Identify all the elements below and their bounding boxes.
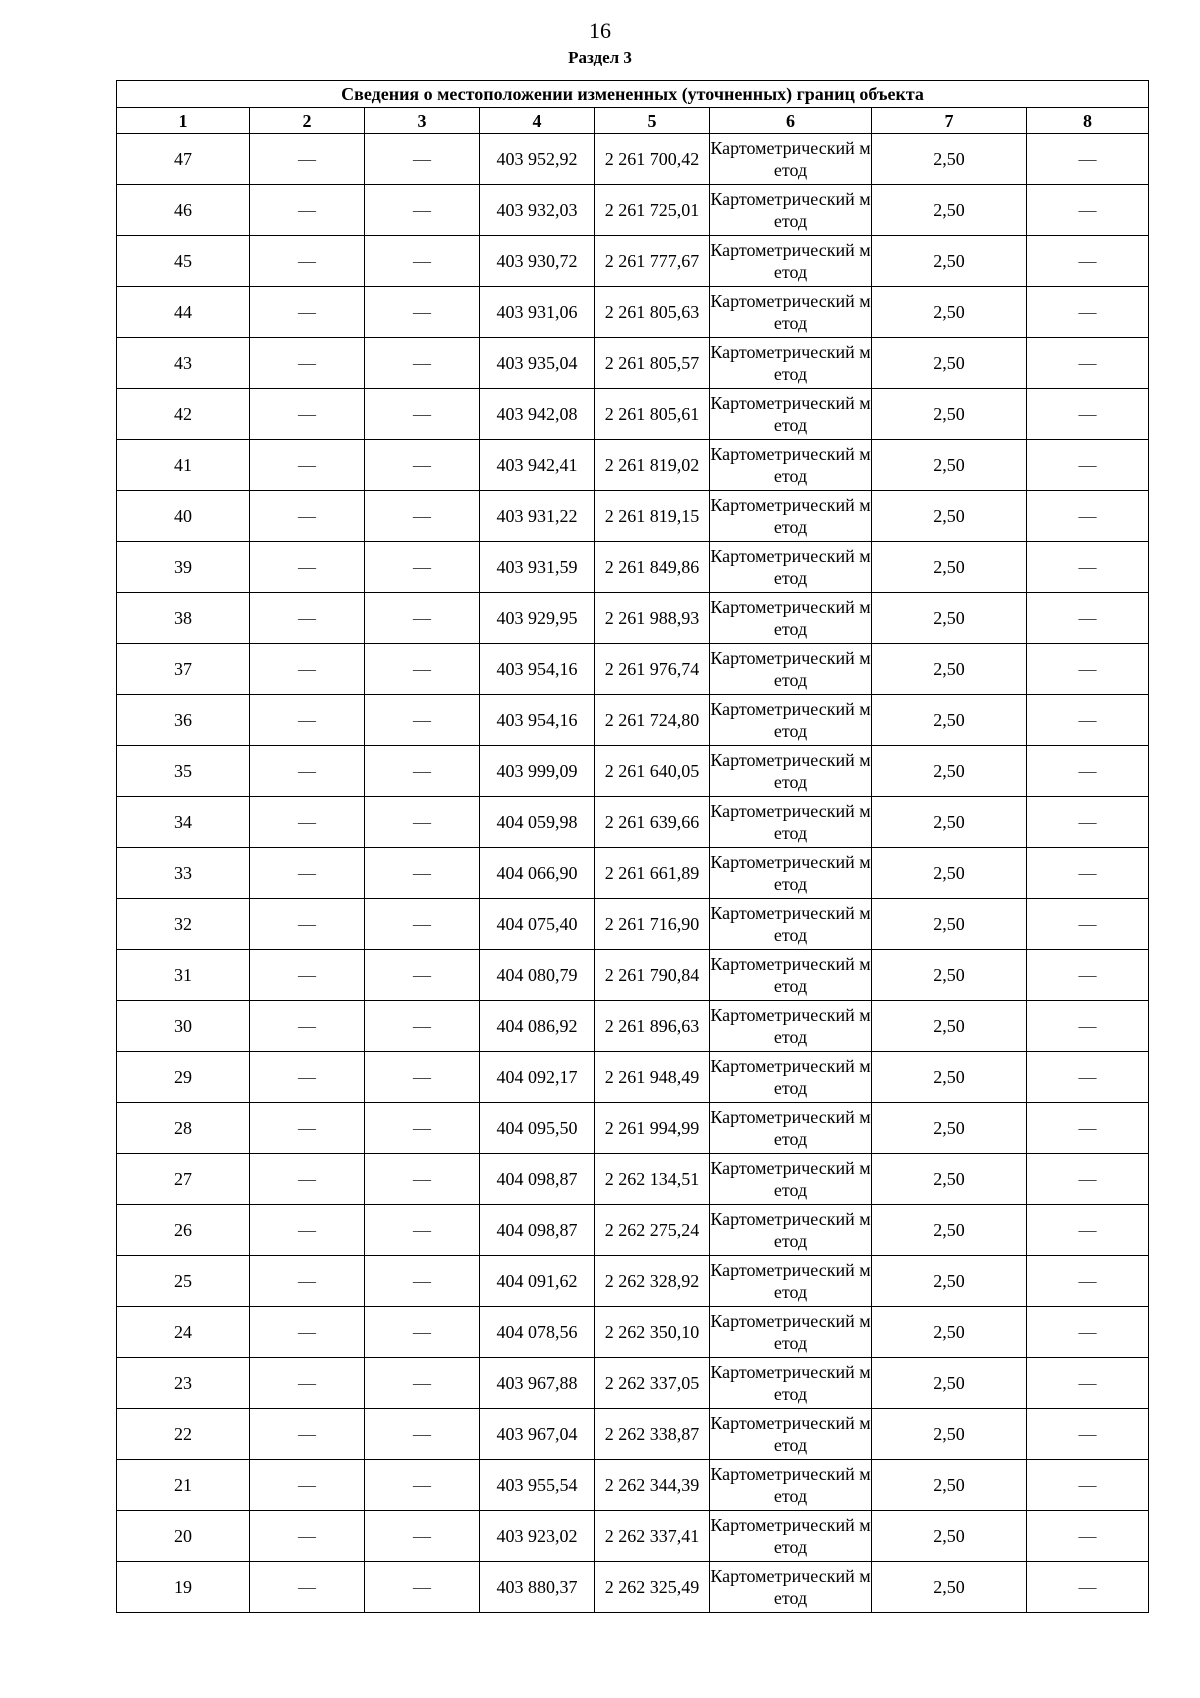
method-cell: Картометрический метод [710, 797, 872, 848]
method-cell: Картометрический метод [710, 899, 872, 950]
table-row [117, 899, 1149, 950]
column-2-cell: — [250, 1052, 365, 1103]
coordinate-x-cell: 403 954,16 [480, 695, 595, 746]
column-3-cell: — [365, 134, 480, 185]
table-row [117, 185, 1149, 236]
coordinate-x-cell: 404 098,87 [480, 1154, 595, 1205]
accuracy-cell: 2,50 [872, 134, 1027, 185]
column-8-cell: — [1027, 1154, 1149, 1205]
coordinate-y-cell: 2 262 338,87 [595, 1409, 710, 1460]
table-caption-row [117, 81, 1149, 108]
coordinate-x-cell: 403 880,37 [480, 1562, 595, 1613]
column-3-cell: — [365, 236, 480, 287]
accuracy-cell: 2,50 [872, 287, 1027, 338]
coordinate-x-cell: 403 929,95 [480, 593, 595, 644]
coordinate-y-cell: 2 261 805,57 [595, 338, 710, 389]
column-2-cell: — [250, 746, 365, 797]
column-8-cell: — [1027, 440, 1149, 491]
table-row [117, 797, 1149, 848]
coordinate-x-cell: 403 954,16 [480, 644, 595, 695]
column-3-cell: — [365, 1103, 480, 1154]
coordinates-table [116, 80, 1149, 1613]
accuracy-cell: 2,50 [872, 1562, 1027, 1613]
column-3-cell: — [365, 1307, 480, 1358]
coordinate-x-cell: 404 078,56 [480, 1307, 595, 1358]
coordinate-x-cell: 404 059,98 [480, 797, 595, 848]
column-8-cell: — [1027, 593, 1149, 644]
coordinate-x-cell: 403 967,04 [480, 1409, 595, 1460]
column-2-cell: — [250, 1307, 365, 1358]
table-row [117, 848, 1149, 899]
point-number-cell: 43 [117, 338, 250, 389]
table-row [117, 1103, 1149, 1154]
coordinate-y-cell: 2 261 700,42 [595, 134, 710, 185]
accuracy-cell: 2,50 [872, 797, 1027, 848]
column-2-cell: — [250, 1562, 365, 1613]
column-8-cell: — [1027, 542, 1149, 593]
column-2-cell: — [250, 1256, 365, 1307]
point-number-cell: 30 [117, 1001, 250, 1052]
point-number-cell: 32 [117, 899, 250, 950]
column-3-cell: — [365, 644, 480, 695]
point-number-cell: 28 [117, 1103, 250, 1154]
column-8-cell: — [1027, 848, 1149, 899]
accuracy-cell: 2,50 [872, 695, 1027, 746]
coordinate-y-cell: 2 262 325,49 [595, 1562, 710, 1613]
column-number: 1 [117, 108, 250, 134]
table-row [117, 1409, 1149, 1460]
method-cell: Картометрический метод [710, 1562, 872, 1613]
coordinate-y-cell: 2 261 777,67 [595, 236, 710, 287]
coordinate-y-cell: 2 261 725,01 [595, 185, 710, 236]
coordinate-y-cell: 2 262 337,41 [595, 1511, 710, 1562]
table-row [117, 1562, 1149, 1613]
column-2-cell: — [250, 1460, 365, 1511]
coordinate-y-cell: 2 261 805,63 [595, 287, 710, 338]
coordinate-x-cell: 403 952,92 [480, 134, 595, 185]
method-cell: Картометрический метод [710, 491, 872, 542]
accuracy-cell: 2,50 [872, 491, 1027, 542]
column-8-cell: — [1027, 1001, 1149, 1052]
column-3-cell: — [365, 1001, 480, 1052]
method-cell: Картометрический метод [710, 338, 872, 389]
column-8-cell: — [1027, 746, 1149, 797]
column-3-cell: — [365, 1154, 480, 1205]
point-number-cell: 40 [117, 491, 250, 542]
point-number-cell: 23 [117, 1358, 250, 1409]
method-cell: Картометрический метод [710, 1103, 872, 1154]
column-8-cell: — [1027, 797, 1149, 848]
method-cell: Картометрический метод [710, 1460, 872, 1511]
table-row [117, 695, 1149, 746]
column-2-cell: — [250, 134, 365, 185]
accuracy-cell: 2,50 [872, 236, 1027, 287]
column-3-cell: — [365, 1358, 480, 1409]
method-cell: Картометрический метод [710, 644, 872, 695]
table-row [117, 1307, 1149, 1358]
coordinate-y-cell: 2 261 896,63 [595, 1001, 710, 1052]
table-row [117, 491, 1149, 542]
point-number-cell: 46 [117, 185, 250, 236]
table-row [117, 593, 1149, 644]
method-cell: Картометрический метод [710, 695, 872, 746]
coordinate-x-cell: 403 942,41 [480, 440, 595, 491]
accuracy-cell: 2,50 [872, 1001, 1027, 1052]
coordinate-x-cell: 404 075,40 [480, 899, 595, 950]
point-number-cell: 41 [117, 440, 250, 491]
column-2-cell: — [250, 1409, 365, 1460]
point-number-cell: 24 [117, 1307, 250, 1358]
method-cell: Картометрический метод [710, 1358, 872, 1409]
column-2-cell: — [250, 287, 365, 338]
column-2-cell: — [250, 1205, 365, 1256]
method-cell: Картометрический метод [710, 542, 872, 593]
column-3-cell: — [365, 797, 480, 848]
coordinate-y-cell: 2 261 819,15 [595, 491, 710, 542]
coordinate-x-cell: 404 092,17 [480, 1052, 595, 1103]
table-row [117, 440, 1149, 491]
method-cell: Картометрический метод [710, 848, 872, 899]
point-number-cell: 34 [117, 797, 250, 848]
column-8-cell: — [1027, 1052, 1149, 1103]
method-cell: Картометрический метод [710, 1256, 872, 1307]
column-number: 3 [365, 108, 480, 134]
accuracy-cell: 2,50 [872, 389, 1027, 440]
coordinate-x-cell: 403 930,72 [480, 236, 595, 287]
point-number-cell: 44 [117, 287, 250, 338]
column-2-cell: — [250, 1358, 365, 1409]
coordinate-y-cell: 2 262 350,10 [595, 1307, 710, 1358]
method-cell: Картометрический метод [710, 134, 872, 185]
column-3-cell: — [365, 848, 480, 899]
coordinate-y-cell: 2 262 328,92 [595, 1256, 710, 1307]
table-caption: Сведения о местоположении измененных (уточненных) границ объекта [117, 81, 1149, 108]
coordinate-y-cell: 2 261 724,80 [595, 695, 710, 746]
point-number-cell: 37 [117, 644, 250, 695]
coordinate-y-cell: 2 261 976,74 [595, 644, 710, 695]
column-3-cell: — [365, 899, 480, 950]
coordinate-y-cell: 2 261 790,84 [595, 950, 710, 1001]
coordinate-x-cell: 403 931,22 [480, 491, 595, 542]
point-number-cell: 27 [117, 1154, 250, 1205]
table-row [117, 134, 1149, 185]
coordinate-x-cell: 403 931,59 [480, 542, 595, 593]
method-cell: Картометрический метод [710, 1307, 872, 1358]
column-2-cell: — [250, 1154, 365, 1205]
column-8-cell: — [1027, 1562, 1149, 1613]
section-title: Раздел 3 [568, 48, 632, 67]
coordinate-y-cell: 2 261 640,05 [595, 746, 710, 797]
table-row [117, 1358, 1149, 1409]
coordinate-x-cell: 403 923,02 [480, 1511, 595, 1562]
column-number: 5 [595, 108, 710, 134]
coordinate-y-cell: 2 262 275,24 [595, 1205, 710, 1256]
column-2-cell: — [250, 389, 365, 440]
table-row [117, 542, 1149, 593]
column-2-cell: — [250, 1001, 365, 1052]
point-number-cell: 22 [117, 1409, 250, 1460]
coordinate-y-cell: 2 261 819,02 [595, 440, 710, 491]
coordinate-y-cell: 2 261 849,86 [595, 542, 710, 593]
point-number-cell: 38 [117, 593, 250, 644]
coordinate-y-cell: 2 262 134,51 [595, 1154, 710, 1205]
column-8-cell: — [1027, 134, 1149, 185]
column-2-cell: — [250, 644, 365, 695]
accuracy-cell: 2,50 [872, 1154, 1027, 1205]
coordinate-x-cell: 403 999,09 [480, 746, 595, 797]
coordinate-y-cell: 2 261 994,99 [595, 1103, 710, 1154]
method-cell: Картометрический метод [710, 1001, 872, 1052]
point-number-cell: 26 [117, 1205, 250, 1256]
column-8-cell: — [1027, 1460, 1149, 1511]
coordinate-x-cell: 404 066,90 [480, 848, 595, 899]
column-8-cell: — [1027, 236, 1149, 287]
point-number-cell: 36 [117, 695, 250, 746]
table-row [117, 746, 1149, 797]
point-number-cell: 25 [117, 1256, 250, 1307]
accuracy-cell: 2,50 [872, 1205, 1027, 1256]
method-cell: Картометрический метод [710, 950, 872, 1001]
method-cell: Картометрический метод [710, 1511, 872, 1562]
column-2-cell: — [250, 797, 365, 848]
coordinate-y-cell: 2 261 948,49 [595, 1052, 710, 1103]
column-8-cell: — [1027, 1409, 1149, 1460]
accuracy-cell: 2,50 [872, 1358, 1027, 1409]
column-3-cell: — [365, 287, 480, 338]
point-number-cell: 19 [117, 1562, 250, 1613]
column-3-cell: — [365, 593, 480, 644]
method-cell: Картометрический метод [710, 1409, 872, 1460]
coordinate-y-cell: 2 262 344,39 [595, 1460, 710, 1511]
page-number: 16 [589, 18, 611, 43]
table-row [117, 1205, 1149, 1256]
point-number-cell: 33 [117, 848, 250, 899]
coordinate-x-cell: 403 932,03 [480, 185, 595, 236]
accuracy-cell: 2,50 [872, 440, 1027, 491]
table-row [117, 1154, 1149, 1205]
column-3-cell: — [365, 338, 480, 389]
column-2-cell: — [250, 695, 365, 746]
column-number: 7 [872, 108, 1027, 134]
column-number-row [117, 108, 1149, 134]
method-cell: Картометрический метод [710, 389, 872, 440]
table-row [117, 1001, 1149, 1052]
column-2-cell: — [250, 185, 365, 236]
column-8-cell: — [1027, 1307, 1149, 1358]
column-2-cell: — [250, 491, 365, 542]
method-cell: Картометрический метод [710, 1205, 872, 1256]
column-number: 4 [480, 108, 595, 134]
column-3-cell: — [365, 389, 480, 440]
coordinate-x-cell: 404 098,87 [480, 1205, 595, 1256]
column-8-cell: — [1027, 491, 1149, 542]
accuracy-cell: 2,50 [872, 1460, 1027, 1511]
accuracy-cell: 2,50 [872, 644, 1027, 695]
column-8-cell: — [1027, 1511, 1149, 1562]
coordinate-y-cell: 2 261 988,93 [595, 593, 710, 644]
column-3-cell: — [365, 491, 480, 542]
column-2-cell: — [250, 1511, 365, 1562]
column-2-cell: — [250, 542, 365, 593]
point-number-cell: 29 [117, 1052, 250, 1103]
column-8-cell: — [1027, 1358, 1149, 1409]
column-number: 2 [250, 108, 365, 134]
column-3-cell: — [365, 1460, 480, 1511]
accuracy-cell: 2,50 [872, 950, 1027, 1001]
column-3-cell: — [365, 440, 480, 491]
coordinate-y-cell: 2 261 805,61 [595, 389, 710, 440]
point-number-cell: 20 [117, 1511, 250, 1562]
column-3-cell: — [365, 950, 480, 1001]
column-3-cell: — [365, 1052, 480, 1103]
column-8-cell: — [1027, 1205, 1149, 1256]
column-3-cell: — [365, 542, 480, 593]
column-8-cell: — [1027, 644, 1149, 695]
point-number-cell: 42 [117, 389, 250, 440]
table-row [117, 236, 1149, 287]
accuracy-cell: 2,50 [872, 848, 1027, 899]
accuracy-cell: 2,50 [872, 746, 1027, 797]
column-8-cell: — [1027, 695, 1149, 746]
accuracy-cell: 2,50 [872, 1307, 1027, 1358]
column-2-cell: — [250, 593, 365, 644]
table-row [117, 287, 1149, 338]
column-2-cell: — [250, 1103, 365, 1154]
point-number-cell: 21 [117, 1460, 250, 1511]
coordinate-y-cell: 2 261 661,89 [595, 848, 710, 899]
method-cell: Картометрический метод [710, 236, 872, 287]
column-2-cell: — [250, 950, 365, 1001]
point-number-cell: 45 [117, 236, 250, 287]
point-number-cell: 35 [117, 746, 250, 797]
column-3-cell: — [365, 1511, 480, 1562]
column-2-cell: — [250, 440, 365, 491]
column-8-cell: — [1027, 338, 1149, 389]
column-3-cell: — [365, 746, 480, 797]
coordinate-x-cell: 403 942,08 [480, 389, 595, 440]
coordinate-x-cell: 404 080,79 [480, 950, 595, 1001]
table-row [117, 1511, 1149, 1562]
table-body [117, 134, 1149, 1613]
column-3-cell: — [365, 1409, 480, 1460]
coordinate-x-cell: 403 955,54 [480, 1460, 595, 1511]
method-cell: Картометрический метод [710, 1052, 872, 1103]
method-cell: Картометрический метод [710, 440, 872, 491]
coordinate-x-cell: 404 091,62 [480, 1256, 595, 1307]
coordinate-x-cell: 404 095,50 [480, 1103, 595, 1154]
accuracy-cell: 2,50 [872, 1103, 1027, 1154]
column-3-cell: — [365, 1256, 480, 1307]
table-row [117, 338, 1149, 389]
column-2-cell: — [250, 899, 365, 950]
accuracy-cell: 2,50 [872, 1052, 1027, 1103]
coordinate-y-cell: 2 262 337,05 [595, 1358, 710, 1409]
column-number: 6 [710, 108, 872, 134]
table-row [117, 1256, 1149, 1307]
table-row [117, 389, 1149, 440]
accuracy-cell: 2,50 [872, 185, 1027, 236]
column-8-cell: — [1027, 287, 1149, 338]
table-row [117, 644, 1149, 695]
accuracy-cell: 2,50 [872, 1409, 1027, 1460]
column-8-cell: — [1027, 899, 1149, 950]
method-cell: Картометрический метод [710, 593, 872, 644]
point-number-cell: 47 [117, 134, 250, 185]
column-8-cell: — [1027, 185, 1149, 236]
column-2-cell: — [250, 236, 365, 287]
column-number: 8 [1027, 108, 1149, 134]
method-cell: Картометрический метод [710, 185, 872, 236]
table-row [117, 950, 1149, 1001]
column-3-cell: — [365, 1205, 480, 1256]
coordinate-x-cell: 403 931,06 [480, 287, 595, 338]
column-8-cell: — [1027, 1256, 1149, 1307]
column-3-cell: — [365, 1562, 480, 1613]
column-3-cell: — [365, 695, 480, 746]
accuracy-cell: 2,50 [872, 593, 1027, 644]
table-row [117, 1460, 1149, 1511]
accuracy-cell: 2,50 [872, 542, 1027, 593]
column-8-cell: — [1027, 950, 1149, 1001]
column-8-cell: — [1027, 1103, 1149, 1154]
accuracy-cell: 2,50 [872, 899, 1027, 950]
coordinate-y-cell: 2 261 639,66 [595, 797, 710, 848]
table-row [117, 1052, 1149, 1103]
coordinate-x-cell: 404 086,92 [480, 1001, 595, 1052]
method-cell: Картометрический метод [710, 746, 872, 797]
coordinate-y-cell: 2 261 716,90 [595, 899, 710, 950]
column-3-cell: — [365, 185, 480, 236]
accuracy-cell: 2,50 [872, 1511, 1027, 1562]
method-cell: Картометрический метод [710, 1154, 872, 1205]
column-8-cell: — [1027, 389, 1149, 440]
column-2-cell: — [250, 338, 365, 389]
coordinate-x-cell: 403 967,88 [480, 1358, 595, 1409]
accuracy-cell: 2,50 [872, 338, 1027, 389]
method-cell: Картометрический метод [710, 287, 872, 338]
point-number-cell: 31 [117, 950, 250, 1001]
accuracy-cell: 2,50 [872, 1256, 1027, 1307]
column-2-cell: — [250, 848, 365, 899]
point-number-cell: 39 [117, 542, 250, 593]
coordinate-x-cell: 403 935,04 [480, 338, 595, 389]
